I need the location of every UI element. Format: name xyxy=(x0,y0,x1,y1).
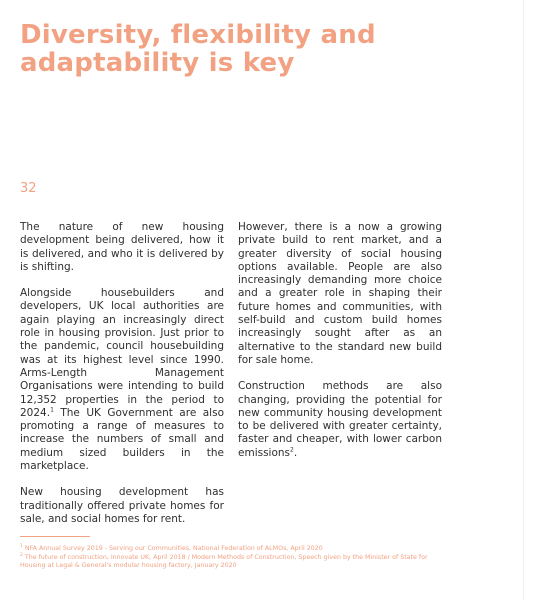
right-paragraph-2-tail: . xyxy=(293,446,298,459)
page-title-line-2: adaptability is key xyxy=(20,48,295,78)
footnotes xyxy=(20,545,450,571)
right-paragraph-2-text: Construction methods are also changing, providing the potential for new community housing development to be delivered with greater certainty, faster and cheaper, with lower carbon emissions xyxy=(238,380,442,459)
footnote-2-text: The future of construction, Innovate UK, April 2018 / Modern Methods of Construction, Speech given by the Minister of State for Housing at Legal & General's modular housing factory, January 2020 xyxy=(20,553,428,570)
footnote-1-text: NFA Annual Survey 2019 - Serving our Communities, National Federation of ALMOs, April 2020 xyxy=(22,545,323,552)
left-paragraph-3: New housing development has traditionally offered private homes for sale, and social homes for rent. xyxy=(20,486,224,525)
left-paragraph-2 xyxy=(20,287,224,473)
right-paragraph-2 xyxy=(238,380,442,460)
page-title xyxy=(20,21,480,77)
left-paragraph-1: The nature of new housing development being delivered, how it is delivered, and who it is delivered by is shifting. xyxy=(20,221,224,273)
page-edge-divider xyxy=(523,0,524,600)
left-paragraph-2-text: Alongside housebuilders and developers, UK local authorities are again playing an increasingly direct role in housing provision. Just prior to the pandemic, council housebuilding was at its highest level since 1990. Arms-Length Management Organisations were intending to build 12,352 properties in the period to 2024. xyxy=(20,287,224,419)
footnote-divider xyxy=(20,536,90,537)
page-title-line-1: Diversity, flexibility and xyxy=(20,20,376,50)
footnote-ref-2: 2 xyxy=(290,446,294,454)
page-number: 32 xyxy=(20,181,37,196)
footnote-2 xyxy=(20,554,450,571)
footnote-1 xyxy=(20,545,450,554)
left-text-column xyxy=(20,221,224,539)
footnote-ref-1: 1 xyxy=(50,406,54,414)
right-paragraph-1: However, there is a now a growing private build to rent market, and a greater diversity of social housing options available. People are also increasingly demanding more choice and a greater role in shaping their future homes and communities, with self-build and custom build homes increasingly sought after as an alternative to the standard new build for sale home. xyxy=(238,221,442,366)
footnote-1-number: 1 xyxy=(20,543,23,549)
footnote-2-number: 2 xyxy=(20,552,23,558)
right-text-column xyxy=(238,221,442,473)
left-paragraph-2-tail: The UK Government are also promoting a range of measures to increase the numbers of small and medium sized builders in the marketplace. xyxy=(20,406,224,473)
